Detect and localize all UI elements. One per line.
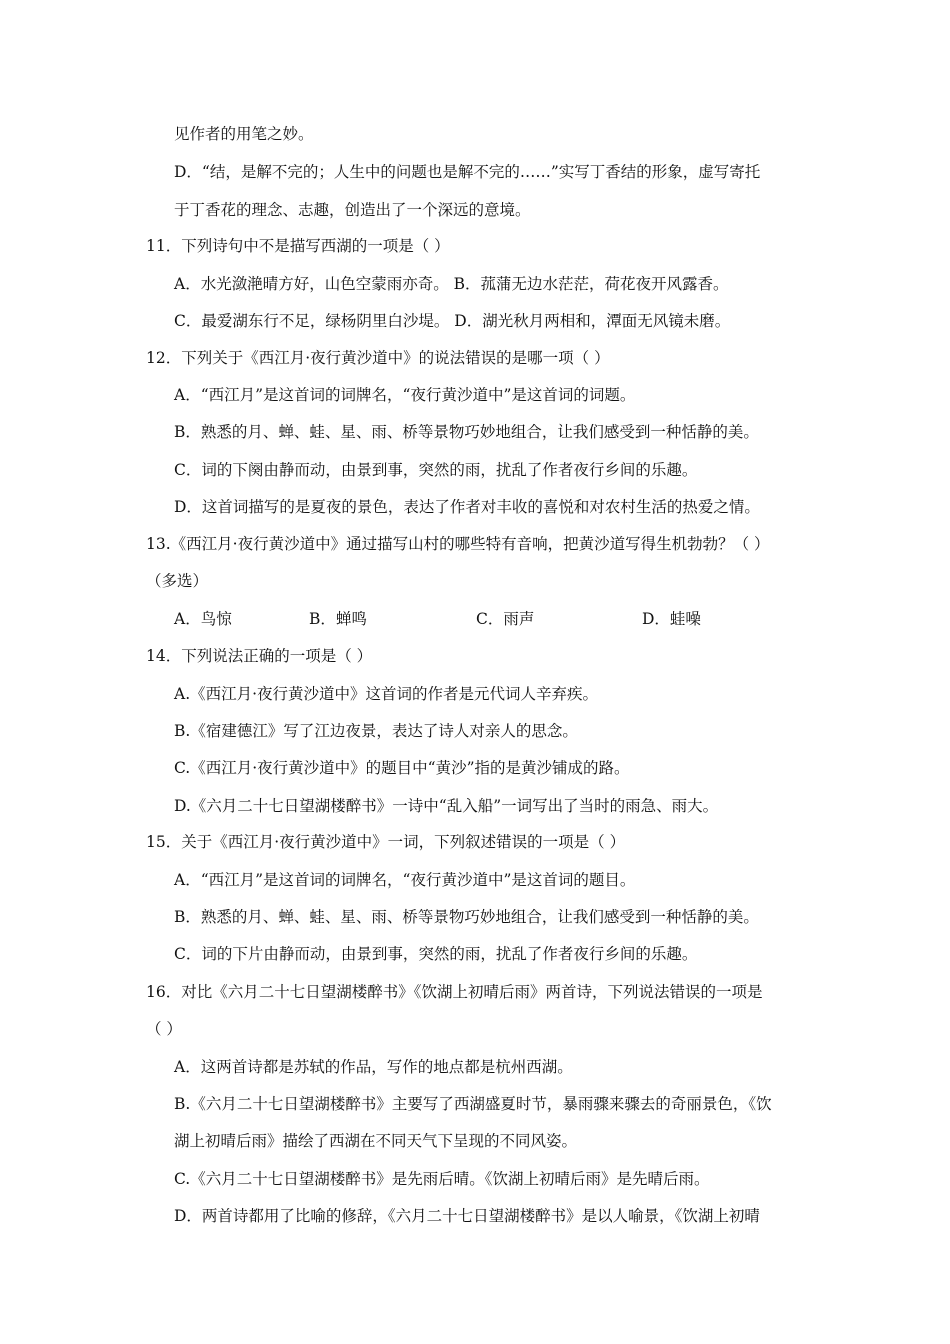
q14-option-a: A.《西江月·夜行黄沙道中》这首词的作者是元代词人辛弃疾。 — [174, 685, 599, 703]
q13-option-c: C．雨声 — [476, 610, 535, 628]
q11-options-ab: A．水光潋滟晴方好，山色空蒙雨亦奇。 B．菰蒲无边水茫茫，荷花夜开风露香。 — [174, 275, 729, 293]
q16-option-b: B.《六月二十七日望湖楼醉书》主要写了西湖盛夏时节，暴雨骤来骤去的奇丽景色，《饮 — [174, 1095, 772, 1113]
q12-option-d: D．这首词描写的是夏夜的景色，表达了作者对丰收的喜悦和对农村生活的热爱之情。 — [174, 498, 760, 516]
q16-stem: 16．对比《六月二十七日望湖楼醉书》《饮湖上初晴后雨》两首诗，下列说法错误的一项是 — [146, 983, 763, 1001]
q15-stem: 15．关于《西江月·夜行黄沙道中》一词，下列叙述错误的一项是（ ） — [146, 833, 626, 851]
q12-stem: 12．下列关于《西江月·夜行黄沙道中》的说法错误的是哪一项（ ） — [146, 349, 610, 367]
q16-option-a: A．这两首诗都是苏轼的作品，写作的地点都是杭州西湖。 — [174, 1058, 573, 1076]
q13-option-b: B．蝉鸣 — [309, 610, 367, 628]
q12-option-a: A．“西江月”是这首词的词牌名，“夜行黄沙道中”是这首词的词题。 — [174, 386, 636, 404]
q13-stem: 13.《西江月·夜行黄沙道中》通过描写山村的哪些特有音响，把黄沙道写得生机勃勃？（ ） — [146, 535, 770, 553]
q11-options-cd: C．最爱湖东行不足，绿杨阴里白沙堤。 D．湖光秋月两相和，潭面无风镜未磨。 — [174, 312, 731, 330]
q11-stem: 11．下列诗句中不是描写西湖的一项是（ ） — [146, 237, 450, 255]
q12-option-c: C．词的下阕由静而动，由景到事，突然的雨，扰乱了作者夜行乡间的乐趣。 — [174, 461, 698, 479]
q13-option-a: A．鸟惊 — [174, 610, 232, 628]
q15-option-c: C．词的下片由静而动，由景到事，突然的雨，扰乱了作者夜行乡间的乐趣。 — [174, 945, 698, 963]
q16-stem-bracket: （ ） — [146, 1020, 182, 1038]
q14-option-c: C.《西江月·夜行黄沙道中》的题目中“黄沙”指的是黄沙铺成的路。 — [174, 759, 630, 777]
q16-option-c: C.《六月二十七日望湖楼醉书》是先雨后晴。《饮湖上初晴后雨》是先晴后雨。 — [174, 1170, 710, 1188]
q15-option-b: B．熟悉的月、蝉、蛙、星、雨、桥等景物巧妙地组合，让我们感受到一种恬静的美。 — [174, 908, 759, 926]
q14-option-d: D.《六月二十七日望湖楼醉书》一诗中“乱入船”一词写出了当时的雨急、雨大。 — [174, 797, 719, 815]
q14-stem: 14．下列说法正确的一项是（ ） — [146, 647, 373, 665]
q15-option-a: A．“西江月”是这首词的词牌名，“夜行黄沙道中”是这首词的题目。 — [174, 871, 636, 889]
q10-option-d: D．“结，是解不完的；人生中的问题也是解不完的……”实写丁香结的形象，虚写寄托 — [174, 163, 761, 181]
q14-option-b: B.《宿建德江》写了江边夜景，表达了诗人对亲人的思念。 — [174, 722, 578, 740]
q13-option-d: D．蛙噪 — [642, 610, 701, 628]
q13-multi-select-note: （多选） — [146, 572, 209, 590]
q12-option-b: B．熟悉的月、蝉、蛙、星、雨、桥等景物巧妙地组合，让我们感受到一种恬静的美。 — [174, 423, 759, 441]
q16-option-b-continuation: 湖上初晴后雨》描绘了西湖在不同天气下呈现的不同风姿。 — [174, 1132, 578, 1150]
q10-option-c-continuation: 见作者的用笔之妙。 — [174, 125, 314, 143]
q10-option-d-continuation: 于丁香花的理念、志趣，创造出了一个深远的意境。 — [174, 201, 531, 219]
q16-option-d: D．两首诗都用了比喻的修辞，《六月二十七日望湖楼醉书》是以人喻景，《饮湖上初晴 — [174, 1207, 760, 1225]
